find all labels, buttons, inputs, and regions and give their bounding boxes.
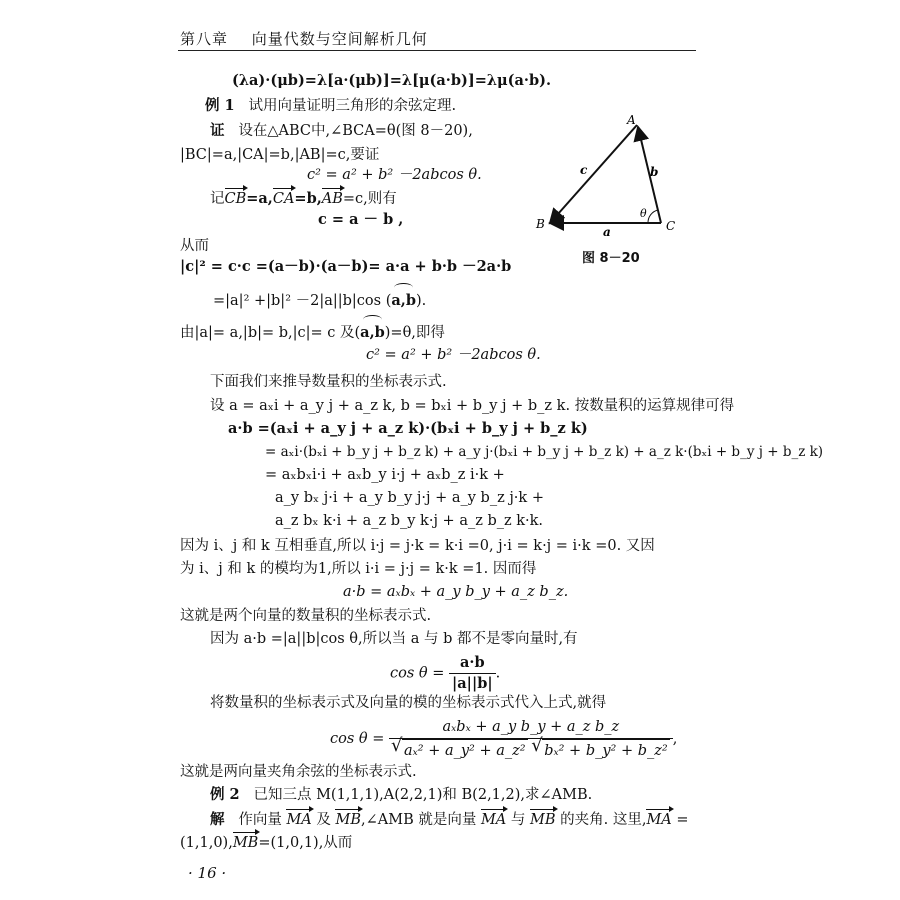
triangle-figure [530, 112, 690, 242]
dot-product-components: a·b =(aₓi + a_y j + a_z k)·(bₓi + b_y j + b_z k) [228, 420, 588, 437]
cos-end: . [495, 665, 501, 682]
example-1 [205, 97, 456, 115]
figure-caption: 图 8－20 [582, 251, 640, 266]
solution-text-4: 与 [510, 812, 526, 828]
unit-length-line: 为 i、j 和 k 的模均为1,所以 i·i = j·j = k·k =1. 因而得 [180, 561, 537, 577]
magnitude-expansion-end: ). [415, 293, 427, 309]
sqrt-a-magnitude: √ aₓ² + a_y² + a_z² [402, 739, 528, 762]
angle-ab: a,b [391, 292, 416, 309]
solution-line-2 [180, 834, 352, 852]
vertex-C: C [666, 219, 676, 233]
example-1-label: 例 1 [205, 97, 235, 114]
proof-setup: 设在△ABC中,∠BCA=θ(图 8－20), [238, 123, 473, 139]
label-c: c [580, 163, 588, 177]
cosine-formula-statement: 这就是两向量夹角余弦的坐标表示式. [180, 764, 417, 780]
notation-c: =c,则有 [342, 191, 397, 207]
magnitude-expansion-text: =|a|² +|b|² －2|a||b|cos ( [213, 293, 392, 309]
dot-product-expansion: |c|² = c·c =(a－b)·(a－b)= a·a + b·b －2a·b [180, 258, 512, 275]
cos-coord-denominator [389, 739, 673, 762]
solution-text-1: 作向量 [238, 812, 282, 828]
magnitude-expansion [213, 292, 426, 310]
vector-MA-value: (1,1,0), [180, 835, 233, 851]
vector-MB-3: MB [232, 835, 259, 851]
proof-line-2: |BC|=a,|CA|=b,|AB|=c,要证 [180, 147, 380, 163]
solution-label: 解 [210, 811, 225, 828]
angle-theta-arc [648, 210, 658, 223]
label-theta: θ [640, 207, 647, 220]
orthogonality-line: 因为 i、j 和 k 互相垂直,所以 i·j = j·k = k·i =0, j·i = k·j = i·k =0. 又因 [180, 538, 655, 554]
substitution-end: )=θ,即得 [384, 325, 445, 341]
substitution-intro: 将数量积的坐标表示式及向量的模的坐标表示式代入上式,就得 [210, 695, 607, 711]
expansion-row-3: a_z bₓ k·i + a_z b_y k·j + a_z b_z k·k. [275, 513, 544, 529]
distribution-step: = aₓi·(bₓi + b_y j + b_z k) + a_y j·(bₓi + b_y j + b_z k) + a_z k·(bₓi + b_y j + b_z k) [265, 444, 824, 460]
sqrt-b-magnitude: √ bₓ² + b_y² + b_z² [542, 739, 670, 762]
vector-MB-2: MB [530, 812, 556, 828]
example-2-label: 例 2 [210, 786, 240, 803]
vector-MB: MB [335, 812, 361, 828]
cos-numerator: a·b [449, 653, 496, 674]
vector-CA: CA [272, 191, 295, 207]
solution-line-1 [210, 811, 689, 829]
angle-ab-2: a,b [360, 324, 385, 341]
cos-coord-end: , [672, 731, 678, 747]
cos-coord-numerator: aₓbₓ + a_y b_y + a_z b_z [389, 716, 673, 739]
cos-denominator: |a||b| [452, 675, 493, 692]
example-1-statement: 试用向量证明三角形的余弦定理. [248, 98, 457, 114]
page-number: · 16 · [188, 864, 227, 882]
expansion-row-2: a_y bₓ j·i + a_y b_y j·j + a_y b_z j·k + [275, 490, 544, 506]
component-definition: 设 a = aₓi + a_y j + a_z k, b = bₓi + b_y j + b_z k. 按数量积的运算规律可得 [210, 398, 735, 414]
proof-label: 证 [210, 122, 225, 139]
cosine-law-result: c² = a² + b² －2abcos θ. [366, 347, 541, 363]
expansion-row-1: = aₓbₓi·i + aₓb_y i·j + aₓb_z i·k + [265, 467, 505, 483]
dot-product-coordinate-formula: a·b = aₓbₓ + a_y b_y + a_z b_z. [343, 584, 569, 600]
solution-text-5: 的夹角. 这里, [560, 812, 647, 828]
vertex-A: A [627, 113, 636, 127]
cos-fraction [449, 653, 496, 694]
cos-coord-fraction [389, 716, 673, 762]
solution-text-3: ,∠AMB 就是向量 [361, 812, 477, 828]
vector-MA: MA [286, 812, 312, 828]
formula-statement: 这就是两个向量的数量积的坐标表示式. [180, 608, 432, 624]
header-rule [178, 50, 696, 51]
cosine-law-goal: c² = a² + b² －2abcos θ. [307, 167, 482, 183]
notation-prefix: 记 [210, 191, 225, 207]
vector-CB: CB [224, 191, 247, 207]
running-header [180, 28, 428, 49]
cos-lhs: cos θ = [390, 665, 445, 682]
vector-AB: AB [321, 191, 343, 207]
substitution-text: 由|a|= a,|b|= b,|c|= c 及( [180, 325, 361, 341]
solution-text-2: 及 [316, 812, 331, 828]
example-2 [210, 786, 592, 804]
solution-text-6: = [676, 812, 689, 828]
vector-MB-value: =(1,0,1),从而 [258, 835, 353, 851]
equation-scalar-associativity: (λa)·(μb)=λ[a·(μb)]=λ[μ(a·b)]=λμ(a·b). [232, 72, 551, 89]
proof-line-1 [210, 122, 473, 140]
vertex-B: B [536, 217, 545, 231]
vector-notation-line [210, 190, 397, 208]
cosine-angle-intro: 因为 a·b =|a||b|cos θ,所以当 a 与 b 都不是零向量时,有 [210, 631, 578, 647]
vector-MA-2: MA [480, 812, 507, 828]
vector-MA-3: MA [646, 812, 672, 828]
notation-a: =a, [246, 190, 273, 207]
cosine-angle-formula [390, 653, 500, 694]
vector-c-equation: c = a － b , [318, 211, 404, 228]
derivation-intro: 下面我们来推导数量积的坐标表示式. [210, 374, 447, 390]
notation-b: =b, [294, 190, 322, 207]
side-c-arrow [550, 125, 637, 223]
label-a: a [603, 225, 611, 239]
chapter-label: 第八章 [180, 30, 229, 48]
example-2-statement: 已知三点 M(1,1,1),A(2,2,1)和 B(2,1,2),求∠AMB. [253, 787, 593, 803]
cosine-coordinate-formula [330, 716, 677, 762]
label-b: b [650, 165, 659, 179]
cos-coord-lhs: cos θ = [330, 731, 385, 747]
therefore-label: 从而 [180, 238, 209, 254]
substitution-line [180, 324, 445, 342]
chapter-title: 向量代数与空间解析几何 [251, 30, 428, 48]
